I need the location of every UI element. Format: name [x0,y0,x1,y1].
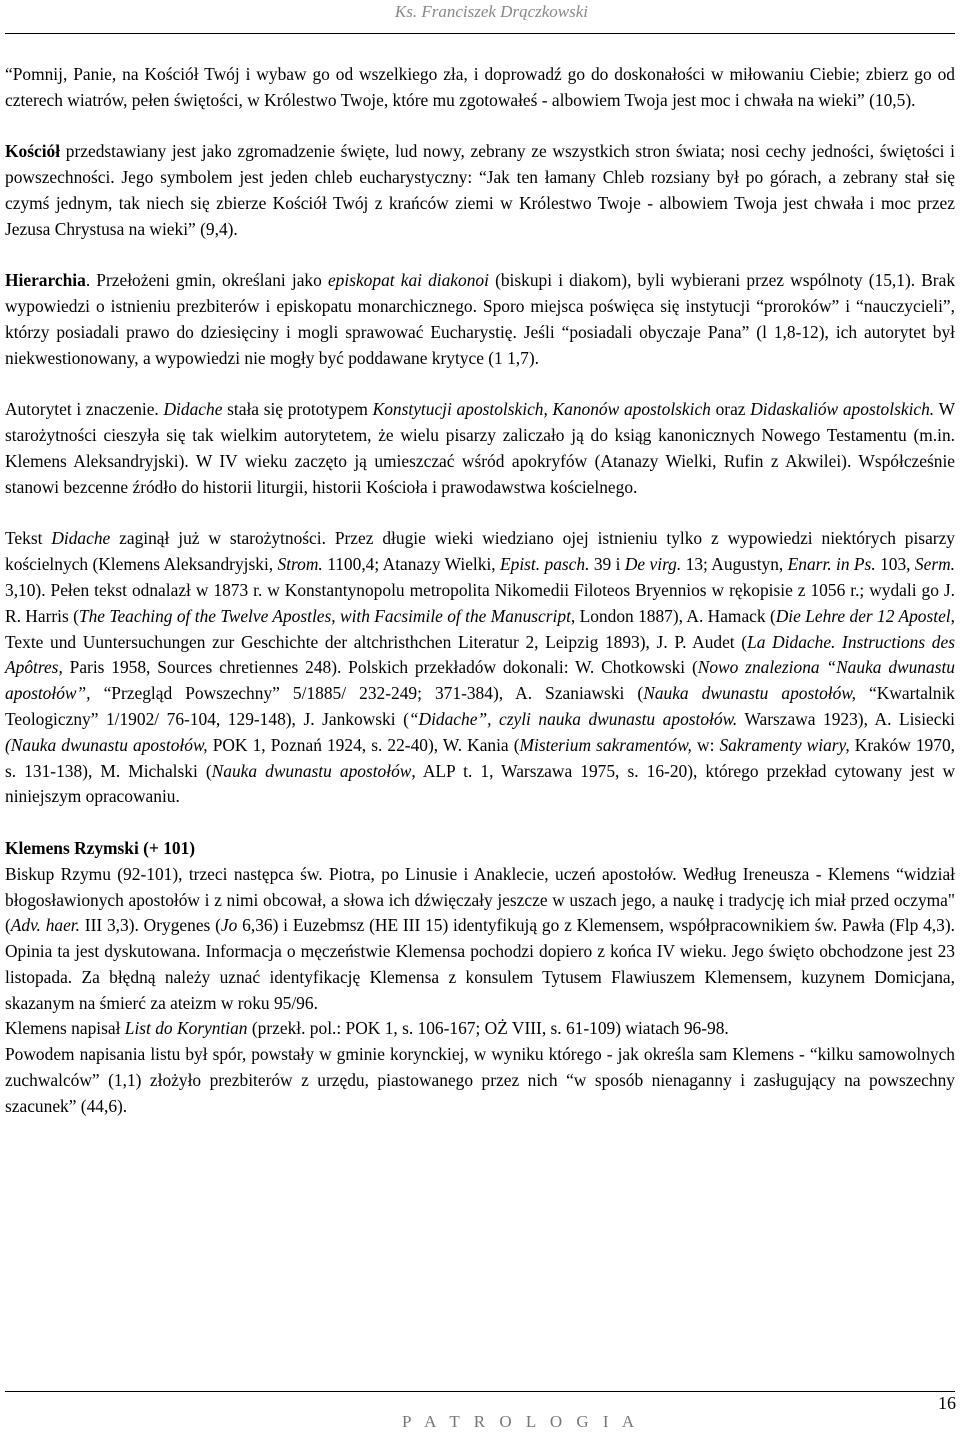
italic-run: Misterium sakramentów, [519,734,692,755]
text-run: Tekst [5,528,52,549]
page-number: 16 [938,1393,956,1413]
text-run: 6,36) i Euzebmsz (HE III 15) identyfikują go z Klemensem, współpracownikiem św. Pawła (Flp 4,3). Opinia ta jest dyskutowana. Informacja o męczeństwie Klemensa pochodzi dopiero z końca IV wieku. Jego święto obchodzone jest 23 listopada. Za błędną należy uznać identyfikację Klemensa z konsulem Tytusem Flawiuszem Klemensem, kuzynem Domicjana, skazanym na śmierć za ateizm w roku 95/96. [5,915,955,1013]
text-run: zaginął już w starożytności. Przez długie wieki wiedziano ojej istnieniu tylko z wypowiedzi niektórych pisarzy kościelnych (Klemens Aleksandryjski, [5,528,955,575]
italic-run: (Nauka dwunastu apostołów, [5,734,208,755]
text-run: POK 1, Poznań 1924, s. 22-40), W. Kania ( [207,734,520,755]
text-run: Paris 1958, Sources chretiennes 248). Polskich przekładów dokonali: W. Chotkowski ( [62,657,698,678]
italic-run: Adv. haer. [10,915,80,936]
italic-run: episkopat kai diakonoi [327,270,489,291]
italic-run: Sakramenty wiary, [719,734,850,755]
paragraph-hierarchia [5,268,955,371]
italic-run: Didache [163,399,223,420]
text-run: Autorytet i znaczenie. [5,399,164,420]
italic-run: Die Lehre der 12 Apostel [775,605,951,626]
text-run: (przekł. pol.: POK 1, s. 106-167; OŻ VIII, s. 61-109) wiatach 96-98. [247,1018,729,1039]
text-run: , Texte und Uuntersuchungen zur Geschichte der altchristhchen Literatur 2, Leipzig 1893), J. P. Audet ( [5,605,955,652]
header-divider [5,33,955,34]
paragraph-klemens-bio [5,862,955,1017]
paragraph-klemens-list [5,1016,955,1042]
italic-run: Enarr. in Ps. [787,554,876,575]
text-run: Biskup Rzymu (92-101), trzeci następca św. Piotra, po Linusie i Anaklecie, uczeń apostołów. Według Ireneusza - Klemens “widział błogosławionych apostołów i z nimi obcował, a słowa ich dźwięczały jeszcze w uszach jego, a naukę i tradycję ich miał przed oczyma" ( [5,863,955,936]
italic-run: Didaskaliów apostolskich. [750,399,935,420]
text-run: III 3,3). Orygenes ( [80,915,221,936]
footer-divider [5,1391,955,1392]
paragraph-lead: Kościół [5,141,61,162]
text-run: Klemens napisał [5,1018,125,1039]
text-run: Kraków 1970, s. 131-138), M. Michalski ( [5,734,955,781]
text-run: w: [691,734,720,755]
text-run: “Kwartalnik Teologiczny” 1/1902/ 76-104, 129-148), J. Jankowski ( [5,683,955,729]
paragraph-autorytet [5,397,955,500]
text-run: 1100,4; Atanazy Wielki, [322,554,501,575]
italic-run: List do Koryntian [124,1018,248,1039]
text-run: 103, [875,554,915,575]
paragraph-text: “Pomnij, Panie, na Kościół Twój i wybaw go od wszelkiego zła, i doprowadź go do doskonałości w miłowaniu Ciebie; zbierz go od czterech wiatrów, pełen świętości, w Królestwo Twoje, które mu zgotowałeś - albowiem Twoja jest moc i chwała na wieki” (10,5). [5,64,955,110]
text-run: (biskupi i diakom), byli wybierani przez wspólnoty (15,1). Brak wypowiedzi o istnieniu prezbiterów i episkopatu monarchicznego. Sporo miejsca poświęca się instytucji “proroków” i “nauczycieli”, którzy posiadali prawo do dziesięciny i mogli sprawować Eucharystię. Jeśli “posiadali obyczaje Pana” (l 1,8-12), ich autorytet był niekwestionowany, a wypowiedzi nie mogły być poddawane krytyce (1 1,7). [5,270,956,368]
italic-run: Strom. [277,554,323,575]
italic-run: Serm. [914,554,955,575]
text-run: . Przełożeni gmin, określani jako [85,270,328,291]
text-run: stała się prototypem [222,399,373,420]
italic-run: Jo [220,915,238,936]
text-run: , London 1887), A. Hamack ( [570,605,776,626]
text-run: oraz [710,399,751,420]
italic-run: De virg. [624,554,682,575]
text-run: “Przegląd Powszechny” 5/1885/ 232-249; 371-384), A. Szaniawski ( [90,683,644,704]
text-run: 13; Augustyn, [681,554,788,575]
italic-run: Didache [51,528,111,549]
italic-run: Nowo znaleziona “Nauka dwunastu apostołów”, [5,657,955,704]
section-heading [5,836,955,862]
paragraph-klemens-powod [5,1042,955,1119]
paragraph-lead: Hierarchia [5,270,86,291]
paragraph-prayer-quote [5,62,955,114]
paragraph-tekst-didache [5,526,955,810]
text-run: , ALP t. 1, Warszawa 1975, s. 16-20), którego przekład cytowany jest w niniejszym opracowaniu. [5,760,955,807]
paragraph-text: przedstawiany jest jako zgromadzenie święte, lud nowy, zebrany ze wszystkich stron świata; nosi cechy jedności, świętości i powszechności. Jego symbolem jest jeden chleb eucharystyczny: “Jak ten łamany Chleb rozsiany był po górach, a zebrany stał się czymś jednym, tak niech się zbierze Kościół Twój z krańców ziemi w Królestwo Twoje - albowiem Twoja jest chwała i moc przez Jezusa Chrystusa na wieki” (9,4). [5,141,955,239]
italic-run: “Didache”, czyli nauka dwunastu apostołów. [408,708,738,729]
italic-run: La Didache. Instructions des Apôtres, [5,631,955,678]
italic-run: Nauka dwunastu apostołów, [643,683,856,704]
running-header-author: Ks. Franciszek Drączkowski [394,2,588,21]
text-run: 39 i [589,554,625,575]
italic-run: The Teaching of the Twelve Apostles, with Facsimile of the Manuscript [78,605,571,626]
text-run: 3,10). Pełen tekst odnalazł w 1873 r. w Konstantynopolu metropolita Nikomedii Filoteos Bryennios w rękopisie z 1056 r.; wydali go J. R. Harris ( [5,579,955,626]
document-body [5,62,955,1120]
heading-text: Klemens Rzymski (+ 101) [5,837,196,858]
footer-title: P A T R O L O G I A [402,1412,640,1431]
italic-run: Epist. pasch. [500,554,590,575]
italic-run: Nauka dwunastu apostołów [211,760,412,781]
paragraph-kosciol [5,139,955,242]
paragraph-text: Powodem napisania listu był spór, powstały w gminie korynckiej, w wyniku którego - jak określa sam Klemens - “kilku samowolnych zuchwalców” (1,1) złożyło prezbiterów z urzędu, piastowanego przez nich “w sposób nienaganny i zasługujący na powszechny szacunek” (44,6). [5,1044,955,1116]
italic-run: Konstytucji apostolskich, Kanonów apostolskich [372,399,711,420]
text-run: Warszawa 1923), A. Lisiecki [737,708,955,729]
text-run: W starożytności cieszyła się tak wielkim autorytetem, że wielu pisarzy zaliczało ją do ksiąg kanonicznych Nowego Testamentu (m.in. Klemens Aleksandryjski). W IV wieku zaczęto ją umieszczać wśród apokryfów (Atanazy Wielki, Rufin z Akwilei). Współcześnie stanowi bezcenne źródło do historii liturgii, historii Kościoła i prawodawstwa kościelnego. [5,399,955,497]
